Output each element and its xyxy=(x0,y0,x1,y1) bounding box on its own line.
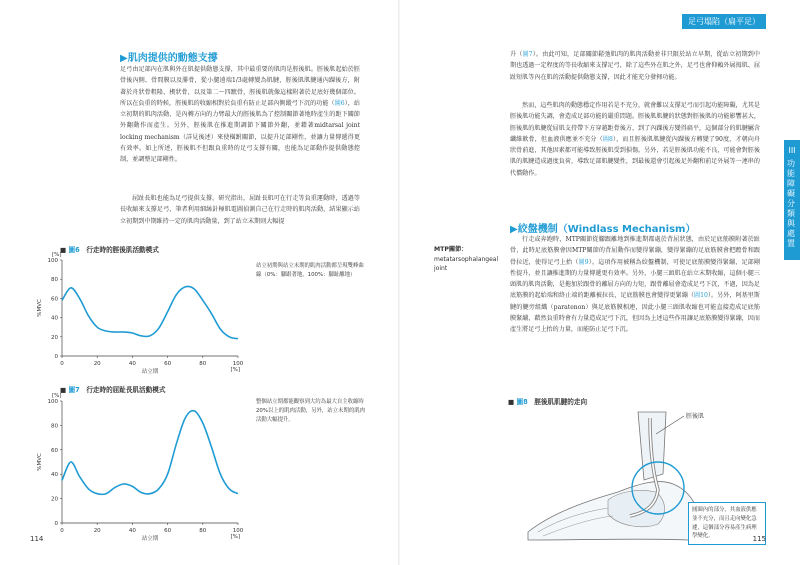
y-tick-label: 40 xyxy=(51,315,58,322)
fig8-callout-label: 脛後肌 xyxy=(686,413,705,420)
windlass-body: 行走或奔跑時，MTP關節從腳跟離地到推進期都處於背屈狀態，由於足底筋膜附著於趾骨，此時足底筋膜會因MTP關節的背屈動作而變得緊繃，變得緊繃的足底筋膜會把蹠骨和跟骨拉近，使得足弓上抬（圖9）。這項作用被稱為絞盤機制，可使足底筋膜變得緊繃，足部剛性提升，並且讓推進期的力量傳遞更有效率。另外，小腿三頭肌在站立末期收縮，這個小腿三頭肌的肌肉活動，是拖加於跟骨的離屈方向的力矩，跟骨離屈會造成足弓下沉，不過，因為足底筋膜的起始端和終止端的距離被拉長，足底筋膜也會變得更緊繃（圖10）。另外，阿基里斯腱的腱旁組織（paratenon）與足底筋膜相連，因此小腿三頭肌收縮也可能直接造成足底筋膜緊繃，藉然負重時會有力量造成足弓下沉，但因為上述這些作用讓足底筋膜變得緊繃，因而產生將足弓上抬的力量，而能防止足弓下沉。 xyxy=(510,236,760,334)
x-axis-label: 站立期 xyxy=(141,536,159,542)
fig8-caption: ■ 圖8 脛後肌肌腱的走向 xyxy=(508,398,588,406)
continuation-paragraph: 升（圖7）。由此可知，足部關節鬆弛肌肉的肌肉活動並非只限於站立早期，從站立初期到中期也透過一定程度的等長收縮來支撐足弓，除了這些外在肌之外，足弓也會仰賴外展拇肌、屈趾短肌等內在肌的活動提供動態支撐，因此才能充分發揮功能。 xyxy=(510,51,760,81)
y-tick-label: 0 xyxy=(54,521,58,527)
ptt-dysfunction-paragraph: 然而，這些肌肉的動態穩定作用若是不充分，就會難以支撐足弓而引起功能障礙，尤其是脛後肌功能失調，會造成足部功能的嚴重問題。脛後肌肌腱的狀態對脛後肌的功能影響甚大，脛後肌的肌腱從屈肌支持帶下方穿越距骨後方，到了內踝後方變得扁平，這個部分的肌腱屬含纖維軟骨，但血液供應並不充分（圖8），而且脛後肌肌腱從內踝後方轉變了90度，才朝向舟狀骨前進，其他因素都可能導致脛後肌受到損傷。另外，若是脛後肌功能不良，可能會對脛後肌的肌腱造成過度負荷，導致足部肌腱變性，到最後還會引起後足外翻和前足外展等一連串的代償動作。 xyxy=(510,102,760,177)
mtp-term: MTP關節： xyxy=(434,246,468,253)
fig7-caption: ■ 圖7 行走時的屈趾長肌活動模式 xyxy=(60,386,166,394)
mtp-definition: metatarsophalangeal joint xyxy=(434,256,499,272)
side-tab-text: 功能障礙分類與處置 xyxy=(787,159,795,248)
section-muscle-support-title: ▶肌肉提供的動態支撐 xyxy=(120,53,218,64)
series-line xyxy=(62,411,238,495)
fig7-note: 整個站立期都能觀察到大約為最大自主收縮時20%以上的肌肉活動，另外，站立末期的肌肉活動大幅提升。 xyxy=(256,399,366,423)
x-tick-label: 100 xyxy=(232,361,244,367)
x-tick-label: 80 xyxy=(199,361,207,367)
fig6-note: 站立初期與站立末期的肌肉活動都呈現雙峰曲線（0%：腳跟著地，100%：腳趾離地） xyxy=(256,263,364,278)
x-tick-label: 60 xyxy=(164,528,172,534)
fig7-line-chart xyxy=(36,393,250,543)
x-tick-label: 80 xyxy=(199,528,207,534)
y-tick-label: 80 xyxy=(51,423,58,430)
y-tick-label: 80 xyxy=(51,277,58,284)
chapter-header-tab: 足弓塌陷（扁平足） xyxy=(682,14,766,29)
side-tab-number: III xyxy=(788,146,796,155)
y-axis-label: %MVC xyxy=(37,453,43,471)
y-axis-label: %MVC xyxy=(37,299,43,317)
y-unit-label: [%] xyxy=(52,252,62,258)
section-side-tab xyxy=(784,140,800,260)
x-tick-label: 0 xyxy=(60,361,64,367)
x-unit-label: [%] xyxy=(230,534,240,540)
page-number-left: 114 xyxy=(30,535,44,543)
page-number-right: 115 xyxy=(752,535,766,543)
y-tick-label: 100 xyxy=(47,258,58,264)
windlass-section-title: ▶絞盤機制（Windlass Mechanism） xyxy=(510,224,696,235)
series-line xyxy=(62,286,238,338)
x-tick-label: 40 xyxy=(128,361,136,367)
fig6-caption: ■ 圖6 行走時的脛後肌活動模式 xyxy=(60,246,159,254)
section-muscle-support-body: 足弓由足部內在肌與外在肌提供動態支撐，其中最重要的肌肉是脛後肌。脛後肌起始於脛骨後內側、骨間膜以及腓骨，從小腿遠端1/3處轉變為肌腱，脛後肌肌腱通內踝後方，附著於舟狀骨粗隆、楔狀骨，以及第二～四蹠骨，脛後肌就像這樣附著於足底好幾個部位。所以在負重的時候，脛後肌的收縮相對於負重有防止足部內側縱弓下沉的功能（圖6），站立初期的肌肉活動，是內轉方向的力臂最大的脛後肌為了控制關節著地時產生的距下關節外翻動作而產生。另外，脛後肌在推進期調節下關節外翻，並藉著midtarsal joint locking mechanism（詳見後述）來使橫跗關節，以提升足部剛性，並讓力量傳遞得更有效率。如上所述，脛後肌不但跟負重時的足弓支撐有關，也能為足部動作提供動態控制，並調整足部剛性。 xyxy=(120,66,361,164)
section-fdl-body: 屈趾長肌也能為足弓提供支撐。研究指出，屈趾長肌可在行走等負重運動時，透過等長收縮來支撐足弓，筆者利用細絲針極肌電圖偵測自己在行走時的肌肉活動，結果顯示站立初期到中期維持一定的肌肉活動量，到了站立末期則大幅提 xyxy=(120,195,361,225)
x-tick-label: 100 xyxy=(232,528,244,534)
x-axis-label: 站立期 xyxy=(141,369,159,375)
y-tick-label: 20 xyxy=(51,334,58,341)
fig8-note-text: 圓圈內的部分，其血液供應並不充分，而且走向變化急遽，這個部分容易產生病理學變化。 xyxy=(692,507,757,540)
x-tick-label: 40 xyxy=(128,528,136,534)
y-tick-label: 0 xyxy=(54,354,58,360)
y-tick-label: 40 xyxy=(51,472,58,479)
y-unit-label: [%] xyxy=(52,393,62,399)
x-tick-label: 20 xyxy=(93,528,101,534)
y-tick-label: 20 xyxy=(51,496,58,503)
y-tick-label: 60 xyxy=(51,447,58,454)
x-tick-label: 0 xyxy=(60,528,64,534)
right-page xyxy=(400,0,800,565)
x-tick-label: 20 xyxy=(93,361,101,367)
y-tick-label: 100 xyxy=(47,399,58,405)
y-tick-label: 60 xyxy=(51,296,58,303)
x-unit-label: [%] xyxy=(230,367,240,373)
x-tick-label: 60 xyxy=(164,361,172,367)
fig6-line-chart xyxy=(36,252,250,378)
